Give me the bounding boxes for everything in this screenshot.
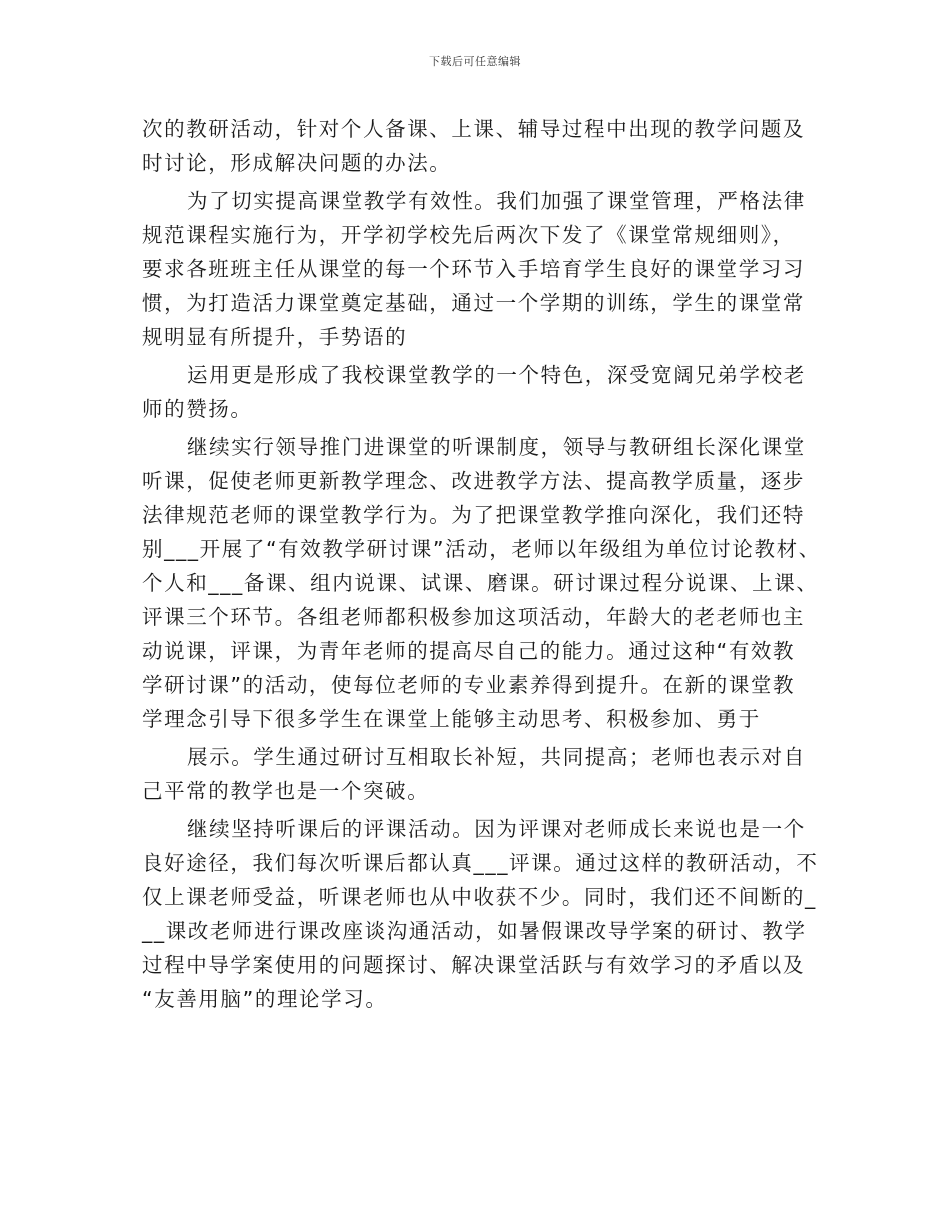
- text-line: __课改老师进行课改座谈沟通活动，如暑假课改导学案的研讨、教学: [142, 919, 807, 943]
- text-line: 规范课程实施行为，开学初学校先后两次下发了《课堂常规细则》，: [142, 223, 795, 247]
- paragraph-first-line: 继续坚持听课后的评课活动。因为评课对老师成长来说也是一个: [187, 817, 806, 841]
- text-line: 时讨论，形成解决问题的办法。: [142, 151, 452, 175]
- text-line: 动说课，评课，为青年老师的提高尽自己的能力。通过这种“有效教: [142, 639, 796, 663]
- paragraph-first-line: 运用更是形成了我校课堂教学的一个特色，深受宽阔兄弟学校老: [187, 363, 806, 387]
- text-line: 次的教研活动，针对个人备课、上课、辅导过程中出现的教学问题及: [142, 117, 805, 141]
- text-line: 听课，促使老师更新教学理念、改进教学方法、提高教学质量，逐步: [142, 469, 805, 493]
- text-line: 己平常的教学也是一个突破。: [142, 779, 430, 803]
- paragraph-first-line: 为了切实提高课堂教学有效性。我们加强了课堂管理，严格法律: [187, 189, 806, 213]
- text-line: 过程中导学案使用的问题探讨、解决课堂活跃与有效学习的矛盾以及: [142, 953, 805, 977]
- text-line: 学理念引导下很多学生在课堂上能够主动思考、积极参加、勇于: [142, 707, 761, 731]
- text-line: 要求各班班主任从课堂的每一个环节入手培育学生良好的课堂学习习: [142, 257, 805, 281]
- text-line: 惯，为打造活力课堂奠定基础，通过一个学期的训练，学生的课堂常: [142, 291, 805, 315]
- text-line: “友善用脑”的理论学习。: [142, 987, 388, 1011]
- text-line: 仅上课老师受益，听课老师也从中收获不少。同时，我们还不间断的_: [142, 885, 817, 909]
- page-header: 下载后可任意编辑: [429, 55, 521, 68]
- text-line: 规明显有所提升，手势语的: [142, 325, 408, 349]
- text-line: 师的赞扬。: [142, 397, 253, 421]
- document-body: [142, 112, 821, 1016]
- text-line: 法律规范老师的课堂教学行为。为了把课堂教学推向深化，我们还特: [142, 503, 805, 527]
- text-line: 评课三个环节。各组老师都积极参加这项活动，年龄大的老老师也主: [142, 605, 805, 629]
- paragraph-first-line: 展示。学生通过研讨互相取长补短，共同提高；老师也表示对自: [187, 745, 806, 769]
- text-line: 良好途径，我们每次听课后都认真___评课。通过这样的教研活动，不: [142, 851, 819, 875]
- paragraph-first-line: 继续实行领导推门进课堂的听课制度，领导与教研组长深化课堂: [187, 435, 806, 459]
- text-line: 学研讨课”的活动，使每位老师的专业素养得到提升。在新的课堂教: [142, 673, 796, 697]
- text-line: 别___开展了“有效教学研讨课”活动，老师以年级组为单位讨论教材、: [142, 537, 821, 561]
- text-line: 个人和___备课、组内说课、试课、磨课。研讨课过程分说课、上课、: [142, 571, 819, 595]
